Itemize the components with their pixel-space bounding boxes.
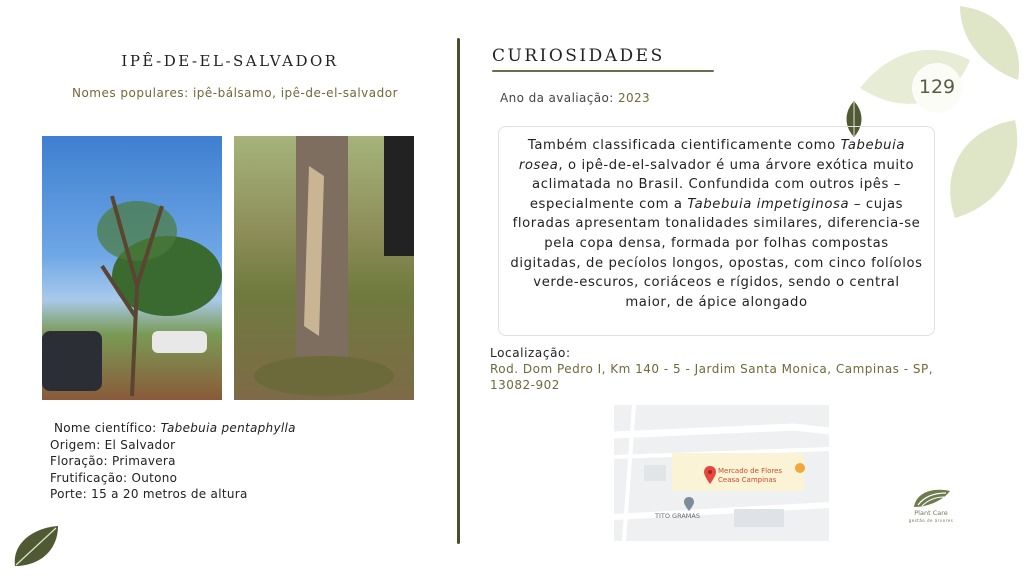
map-pin-icon: [704, 466, 716, 484]
description-text: – cujas floradas apresentam tonalidades similares, diferencia-se pela copa densa, formada por folhas compostas digitadas, de pecíolos longos, opostas, com cinco folíolos verde-escuros, coriáceos e rígidos, sendo o central maior, de ápice alongado: [510, 196, 923, 310]
description-text: Também classificada cientificamente como: [527, 138, 841, 153]
section-underline: [492, 70, 714, 72]
location-label: Localização:: [490, 346, 571, 360]
leaf-icon: [12, 524, 60, 568]
location-address: Rod. Dom Pedro I, Km 140 - 5 - Jardim Santa Monica, Campinas - SP, 13082-902: [490, 362, 934, 392]
map-pin-icon: [684, 497, 694, 511]
scientific-name-value: Tabebuia pentaphylla: [160, 421, 296, 435]
scientific-name-row: [50, 420, 296, 437]
map-place-label: [718, 467, 782, 484]
flowering-row: Floração: Primavera: [50, 454, 176, 468]
plant-care-logo: [910, 487, 952, 509]
trunk-photo: [234, 136, 414, 400]
popular-names: Nomes populares: ipê-bálsamo, ipê-de-el-salvador: [71, 86, 399, 100]
logo-text: [898, 509, 964, 525]
year-label: Ano da avaliação:: [500, 91, 618, 105]
tree-photo: [42, 136, 222, 400]
logo-tagline: gestão de árvores: [908, 518, 954, 523]
map-poi-label: TITO GRAMAS: [655, 512, 700, 520]
map-place-line: Mercado de Flores: [718, 467, 783, 475]
description-italic: Tabebuia impetiginosa: [687, 196, 850, 212]
description-text: , o ipê-de-el-salvador é uma árvore exótica muito aclimatada no Brasil. Confundida com outros ipês – especialmente com a: [529, 157, 915, 212]
description-box: [498, 126, 935, 336]
scientific-name-label: Nome científico:: [54, 421, 161, 435]
description-italic: Tabebuia rosea: [518, 138, 906, 173]
size-row: Porte: 15 a 20 metros de altura: [50, 487, 248, 501]
map-place-line: Ceasa Campinas: [718, 475, 777, 484]
logo-name: Plant Care: [914, 509, 948, 517]
page-number: 129: [918, 76, 956, 98]
page-title: IPÊ-DE-EL-SALVADOR: [121, 52, 339, 70]
fruiting-row: Frutificação: Outono: [50, 470, 178, 485]
section-title: CURIOSIDADES: [492, 46, 665, 66]
species-details: [50, 420, 296, 503]
year-value: 2023: [617, 91, 651, 105]
evaluation-year: [500, 91, 650, 105]
column-divider: [457, 38, 460, 544]
origin-row: Origem: El Salvador: [50, 437, 176, 452]
